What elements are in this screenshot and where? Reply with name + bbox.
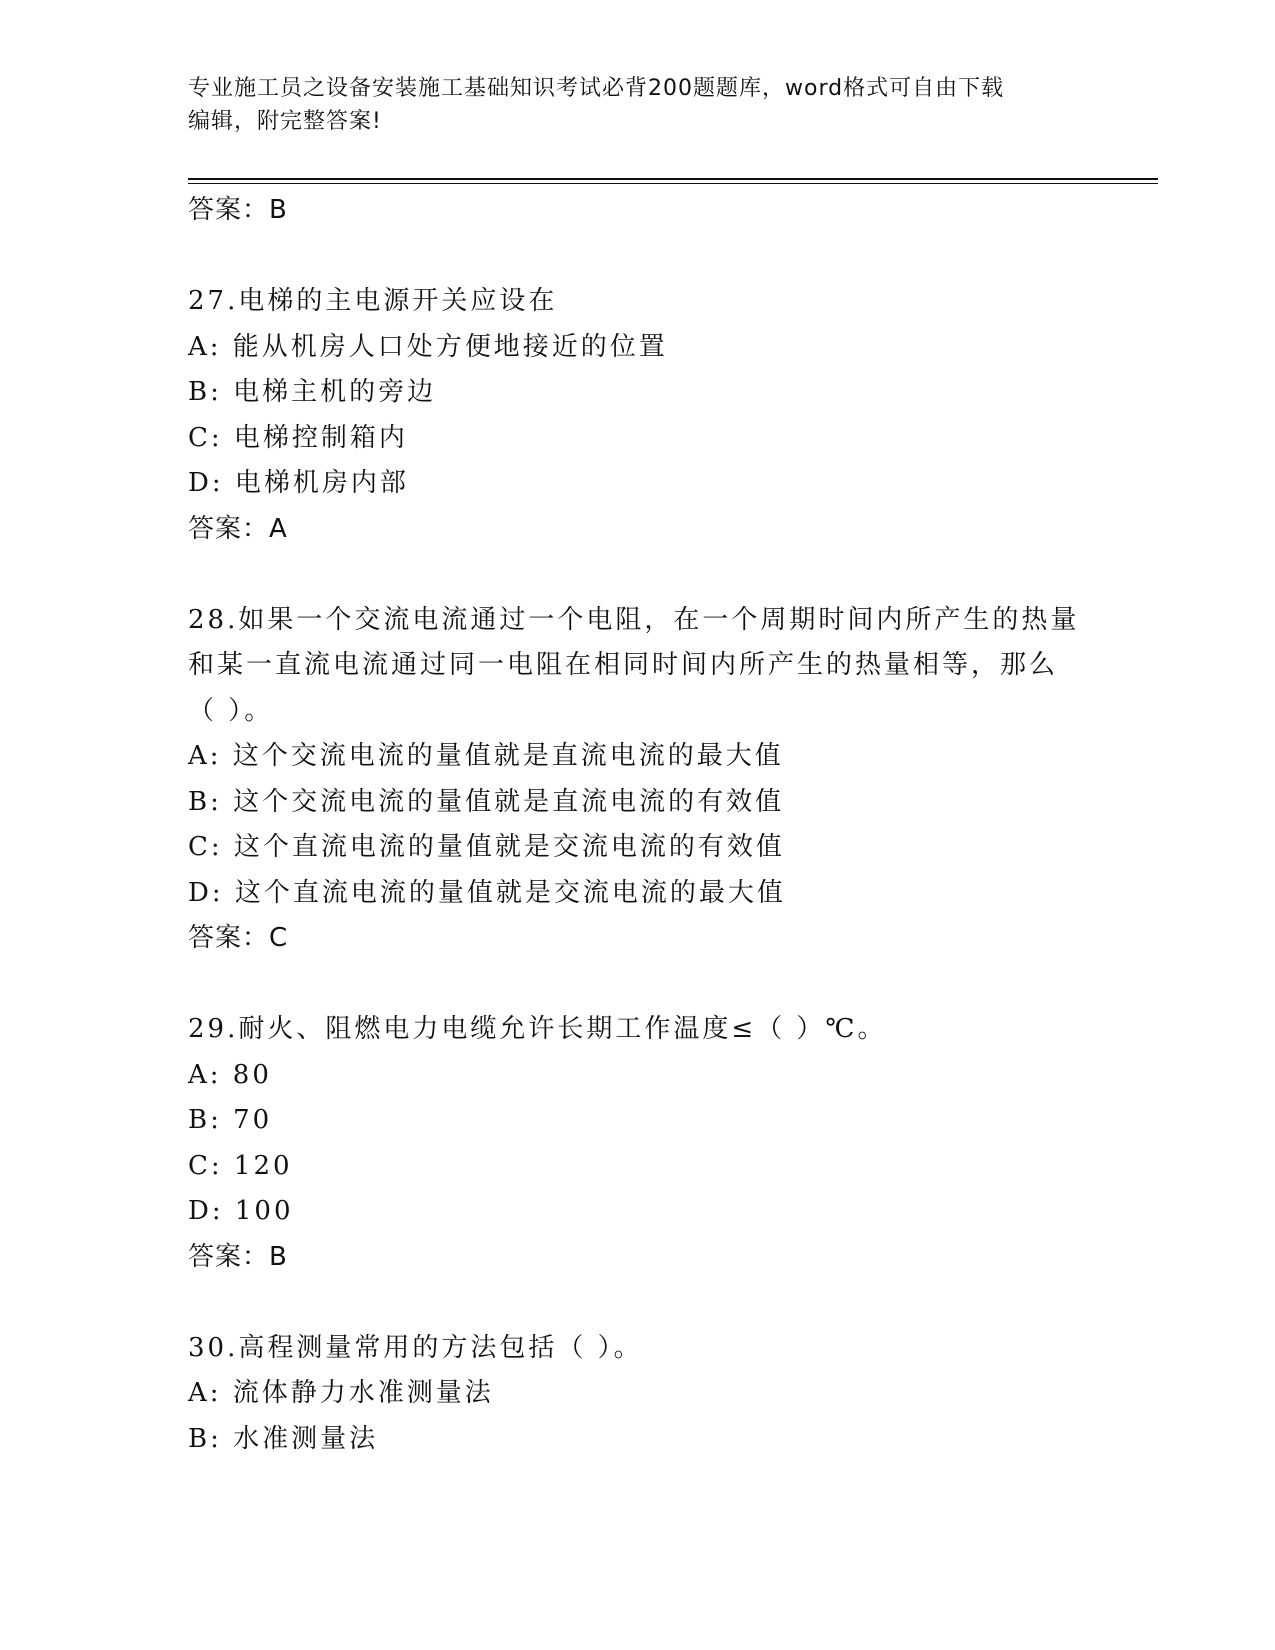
answer: 答案：A [188,513,288,544]
question-29 [188,1007,1088,1280]
header-title-line1: 专业施工员之设备安装施工基础知识考试必背200题题库，word格式可自由下载 [188,76,1005,101]
option-b: B: 电梯主机的旁边 [188,377,437,407]
option-b: B: 这个交流电流的量值就是直流电流的有效值 [188,786,785,817]
question-stem-line2: 和某一直流电流通过同一电阻在相同时间内所产生的热量相等，那么 [188,650,1059,680]
spacer [188,234,1088,280]
header-title-line2: 编辑，附完整答案! [188,109,382,134]
option-d: D: 电梯机房内部 [188,468,409,498]
answer: 答案：C [188,923,289,953]
option-c: C: 120 [188,1150,293,1181]
option-a: A: 流体静力水准测量法 [188,1378,494,1408]
option-c: C: 这个直流电流的量值就是交流电流的有效值 [188,832,785,862]
option-d: D: 这个直流电流的量值就是交流电流的最大值 [188,877,786,908]
option-a: A: 能从机房人口处方便地接近的位置 [188,331,668,362]
option-c: C: 电梯控制箱内 [188,422,408,453]
question-stem: 29.耐火、阻燃电力电缆允许长期工作温度≤（ ）℃。 [188,1014,887,1044]
question-list [188,188,1088,1462]
question-stem-line3: （ ）。 [188,695,274,726]
option-d: D: 100 [188,1196,294,1226]
header-rule-thin [188,183,1158,184]
previous-answer: 答案：B [188,195,288,225]
spacer [188,552,1088,598]
option-a: A: 这个交流电流的量值就是直流电流的最大值 [188,741,784,771]
option-a: A: 80 [188,1059,272,1090]
answer: 答案：B [188,1241,288,1272]
page-header [188,72,1068,138]
spacer [188,962,1088,1008]
question-30 [188,1326,1088,1463]
question-stem-line1: 28.如果一个交流电流通过一个电阻，在一个周期时间内所产生的热量 [188,604,1080,635]
option-b: B: 水准测量法 [188,1423,379,1454]
question-27 [188,279,1088,552]
question-28 [188,598,1088,962]
option-b: B: 70 [188,1105,273,1135]
spacer [188,1280,1088,1326]
question-stem: 30.高程测量常用的方法包括（ ）。 [188,1332,643,1363]
question-stem: 27.电梯的主电源开关应设在 [188,286,558,316]
header-rule-thick [188,178,1158,180]
